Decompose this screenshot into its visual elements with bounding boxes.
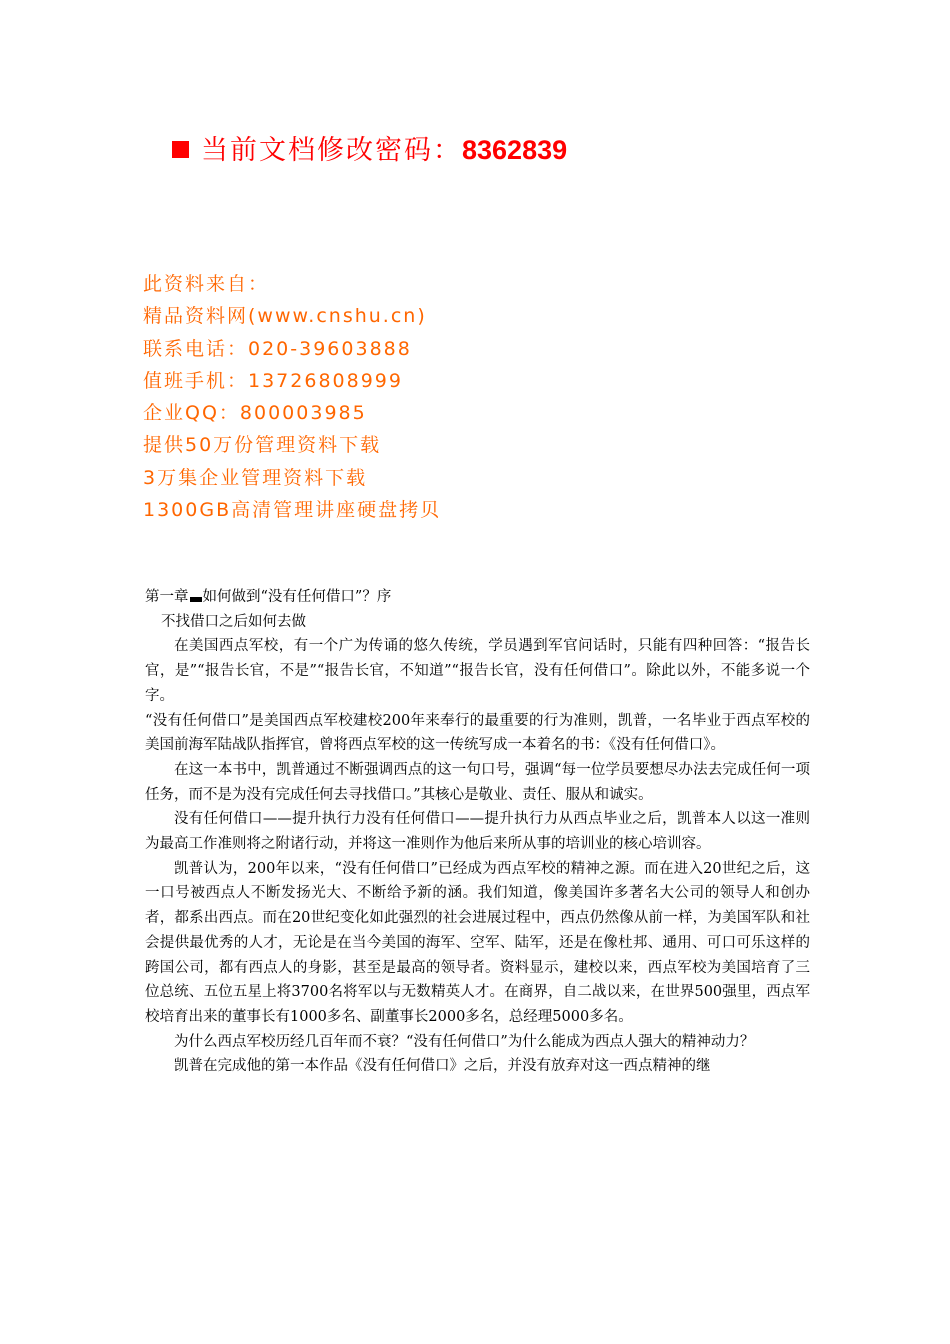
source-line-qq: 企业QQ：800003985: [143, 402, 367, 425]
source-line-offer-1: 提供50万份管理资料下载: [143, 434, 382, 457]
password-notice: [172, 130, 567, 171]
source-line-phone: 联系电话：020-39603888: [143, 337, 412, 360]
source-line-mobile: 值班手机：13726808999: [143, 369, 403, 392]
password-label: 当前文档修改密码：: [201, 135, 462, 166]
source-info-block: [143, 268, 441, 526]
chapter-title: [145, 585, 810, 610]
source-line-website: 精品资料网(www.cnshu.cn): [143, 305, 427, 328]
password-value: 8362839: [462, 135, 568, 165]
chapter-separator-icon: [190, 597, 202, 602]
paragraph: 没有任何借口——提升执行力没有任何借口——提升执行力从西点毕业之后，凯普本人以这一准则为最高工作准则将之附诸行动，并将这一准则作为他后来所从事的培训业的核心培训容。: [145, 811, 810, 853]
section-subtitle: 不找借口之后如何去做: [161, 613, 306, 630]
paragraph: “没有任何借口”是美国西点军校建校200年来奉行的最重要的行为准则，凯普，一名毕业于西点军校的美国前海军陆战队指挥官，曾将西点军校的这一传统写成一本着名的书：《没有任何借口》。: [145, 712, 810, 754]
paragraph: 凯普认为，200年以来，“没有任何借口”已经成为西点军校的精神之源。而在进入20世纪之后，这一口号被西点人不断发扬光大、不断给予新的涵。我们知道，像美国许多著名大公司的领导人和创办者，都系出西点。而在20世纪变化如此强烈的社会进展过程中，西点仍然像从前一样，为美国军队和社会提供最优秀的人才，无论是在当今美国的海军、空军、陆军，还是在像杜邦、通用、可口可乐这样的跨国公司，都有西点人的身影，甚至是最高的领导者。资料显示，建校以来，西点军校为美国培育了三位总统、五位五星上将3700名将军以与无数精英人才。在商界，自二战以来，在世界500强里，西点军校培育出来的董事长有1000多名、副董事长2000多名，总经理5000多名。: [145, 860, 810, 1025]
red-square-bullet-icon: [172, 141, 189, 158]
paragraph: 在美国西点军校，有一个广为传诵的悠久传统，学员遇到军官问话时，只能有四种回答：“报告长官，是”“报告长官，不是”“报告长官，不知道”“报告长官，没有任何借口”。除此以外，不能多说一个字。: [145, 638, 810, 704]
paragraph: 在这一本书中，凯普通过不断强调西点的这一句口号，强调“每一位学员要想尽办法去完成任何一项任务，而不是为没有完成任何去寻找借口。”其核心是敬业、责任、服从和诚实。: [145, 761, 810, 803]
source-line-from: 此资料来自：: [143, 273, 270, 295]
paragraph: 凯普在完成他的第一本作品《没有任何借口》之后，并没有放弃对这一西点精神的继: [174, 1058, 711, 1075]
chapter-label: 第一章: [145, 589, 189, 605]
source-line-offer-3: 1300GB高清管理讲座硬盘拷贝: [143, 499, 442, 522]
source-line-offer-2: 3万集企业管理资料下载: [143, 466, 368, 489]
document-body: [145, 585, 810, 1079]
paragraph: 为什么西点军校历经几百年而不衰？“没有任何借口”为什么能成为西点人强大的精神动力？: [174, 1033, 755, 1050]
chapter-heading: 如何做到“没有任何借口”？序: [202, 589, 392, 605]
